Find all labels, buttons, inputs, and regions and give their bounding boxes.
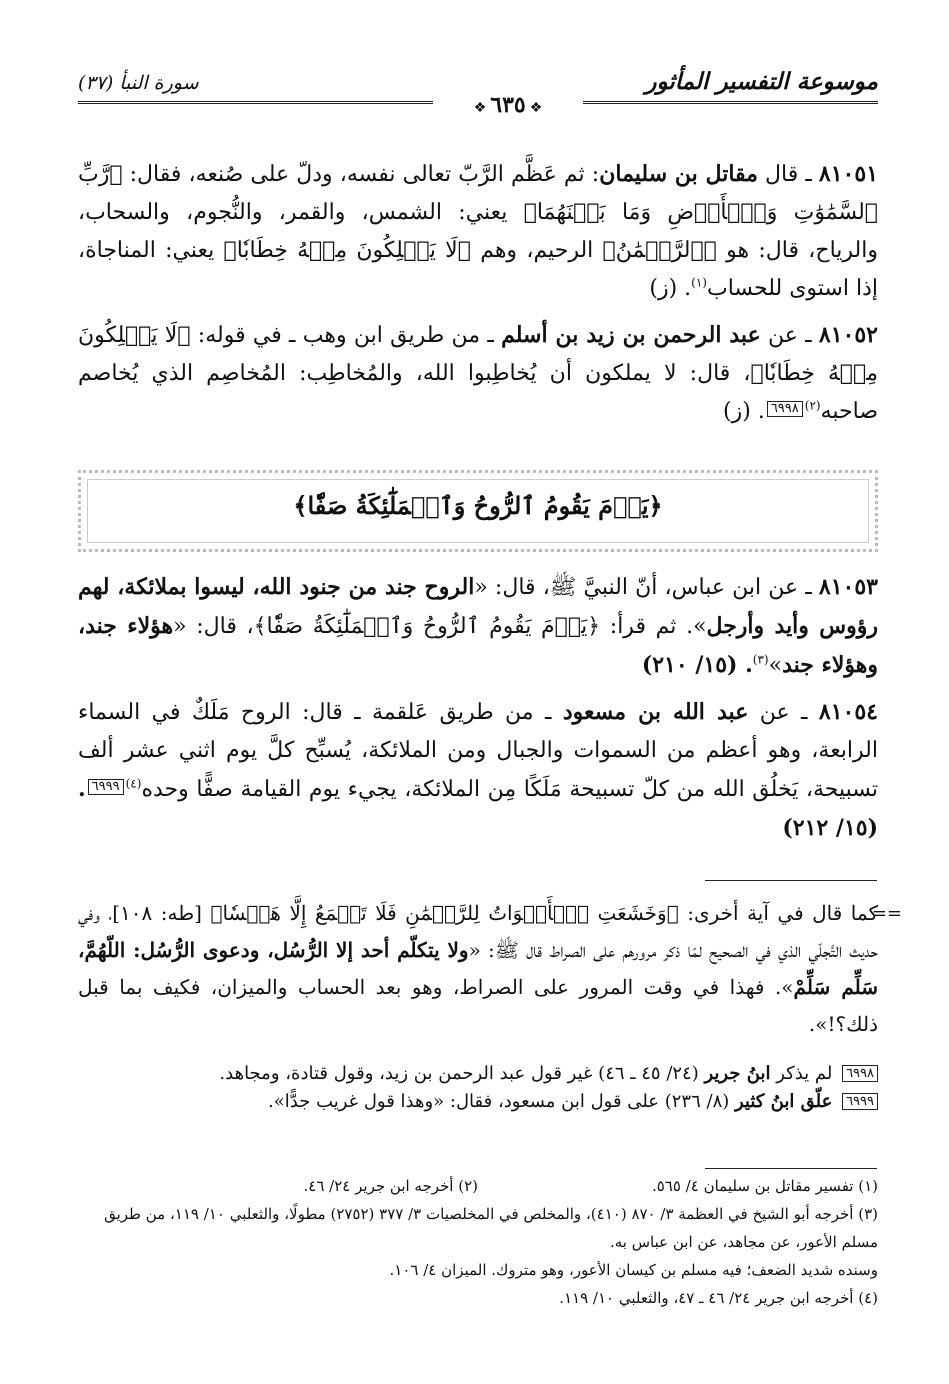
narration-text: . (ز)	[649, 276, 692, 301]
note-id-box[interactable]: ٦٩٩٩	[842, 1093, 878, 1110]
note-text: (٨/ ٢٣٦) على قول ابن مسعود، فقال: «وهذا قول غريب جدًّا».	[268, 1091, 735, 1112]
note-id-box[interactable]: ٦٩٩٨	[842, 1065, 878, 1082]
volume-ref: . (١٥/ ٢١٢)	[78, 776, 878, 841]
narration-text: ـ عن	[760, 323, 819, 348]
narration-text: ـ عن ابن عباس، أنّ النبيَّ ﷺ، قال: «	[474, 575, 819, 600]
narration-number: ٨١٠٥٤	[818, 699, 878, 725]
narration	[78, 316, 878, 431]
note-ref-box[interactable]: ٦٩٩٨	[767, 401, 803, 417]
narration-text: ـ عن	[748, 700, 819, 725]
note-text: (٢٤/ ٤٥ ـ ٤٦) غير قول عبد الرحمن بن زيد، وقول قتادة، ومجاهد.	[219, 1063, 705, 1084]
narration-text: . (ز)	[723, 399, 765, 424]
narration-text: »	[768, 653, 783, 678]
narration-text: : ثم عَظَّم الرَّبّ تعالى نفسه، ودلّ على صُنعه، فقال: ﴿رَّبِّ ٱلسَّمَٰوَٰتِ وَٱلۡأَرۡضِ وَمَا بَيۡنَهُمَا﴾ يعني: الشمس، والقمر، والنُّجوم، والسحاب، والرياح، قال: هو ﴿ٱلرَّحۡمَٰنُ﴾ الرحيم، وهم ﴿لَا يَمۡلِكُونَ مِنۡهُ خِطَابٗا﴾ يعني: المناجاة، إذا استوى للحساب	[78, 162, 878, 301]
narration-text: ». ثم قرأ: ﴿يَوۡمَ يَقُومُ ٱلرُّوحُ وَٱلۡمَلَٰٓئِكَةُ صَفّٗا﴾، قال: «	[173, 614, 707, 639]
editorial-note	[78, 1060, 878, 1088]
ornament-icon: ❖	[473, 100, 487, 116]
narration-number: ٨١٠٥١	[818, 161, 879, 187]
footnote-ref[interactable]: (٢)	[804, 398, 821, 413]
hadith-text: هؤلاء جند، وهؤلاء جند	[78, 613, 878, 678]
narration	[78, 693, 878, 848]
editorial-notes	[78, 1060, 878, 1116]
book-title: موسوعة التفسير المأثور	[645, 68, 878, 95]
narrations-block-1	[78, 155, 878, 431]
volume-ref: . (١٥/ ٢١٠)	[641, 652, 753, 678]
commentary-separator	[705, 880, 877, 881]
narration	[78, 155, 878, 308]
commentary-text: كما قال في آية أخرى: ﴿وَخَشَعَتِ ٱلۡأَصۡوَاتُ لِلرَّحۡمَٰنِ فَلَا تَسۡمَعُ إِلَّا هَمۡسٗا﴾ [طه: ١٠٨]، وفي حديث التَّجلّي الذي في الصحيح لمّا ذكر مرورهم على الصراط قال ﷺ: «	[78, 901, 878, 962]
note-author: ابنُ جرير	[704, 1063, 771, 1084]
editorial-note	[78, 1088, 878, 1116]
narration-text: ـ قال	[757, 162, 819, 187]
footnote-ref[interactable]: (٣)	[752, 652, 769, 667]
verse-banner	[78, 470, 878, 552]
footnote-row	[78, 1172, 878, 1200]
narrator-name: عبد الله بن مسعود	[562, 699, 749, 725]
commentary	[78, 895, 902, 1043]
continuation-mark: ==	[871, 903, 902, 924]
footnote-4: (٤) أخرجه ابن جرير ٢٤/ ٤٦ ـ ٤٧، والثعلبي ١٠/ ١١٩.	[559, 1289, 878, 1307]
narration	[78, 568, 878, 685]
footnotes	[78, 1172, 878, 1312]
footnote-1: (١) تفسير مقاتل بن سليمان ٤/ ٥٦٥.	[651, 1177, 878, 1195]
narrator-name: مقاتل بن سليمان	[599, 161, 758, 187]
narration-text: ـ من طريق ابن وهب ـ في قوله: ﴿لَا يَمۡلِكُونَ مِنۡهُ خِطَابٗا﴾، قال: لا يملكون أن يُخاطِبوا الله، والمُخاطِب: المُخاصِم الذي يُخاصم صاحبه	[78, 323, 878, 424]
narration-number: ٨١٠٥٢	[818, 322, 878, 348]
ornament-icon: ❖	[529, 100, 543, 116]
narration-text: ـ من طريق عَلقمة ـ قال: الروح مَلَكٌ في السماء الرابعة، وهو أعظم من السموات والجبال ومن الملائكة، يُسبِّح كلَّ يوم اثني عشر ألف تسبيحة، يَخلُق الله من كلّ تسبيحة مَلَكًا مِن الملائكة، يجيء يوم القيامة صفًّا وحده	[78, 700, 878, 802]
narrations-block-2	[78, 568, 878, 848]
footnote-ref[interactable]: (٤)	[125, 776, 142, 791]
footnote-ref[interactable]: (١)	[691, 275, 707, 290]
footnotes-separator	[705, 1168, 877, 1169]
footnote-3-grading: وسنده شديد الضعف؛ فيه مسلم بن كيسان الأعور، وهو متروك. الميزان ٤/ ١٠٦.	[389, 1261, 878, 1279]
page-header	[78, 68, 878, 128]
footnote-3: (٣) أخرجه أبو الشيخ في العظمة ٣/ ٨٧٠ (٤١٠)، والمخلص في المخلصيات ٣/ ٣٧٧ (٢٧٥٢) مطولًا، والثعلبي ١٠/ ١١٩، من طريق مسلم الأعور، عن مجاهد، عن ابن عباس به.	[104, 1205, 878, 1251]
narrator-name: عبد الرحمن بن زيد بن أسلم	[501, 322, 761, 348]
commentary-text: ». فهذا في وقت المرور على الصراط، وهو بعد الحساب والميزان، فكيف بما قبل ذلك؟!».	[78, 975, 878, 1036]
note-text	[832, 1091, 838, 1112]
note-author: علّق ابنُ كثير	[735, 1091, 833, 1112]
page-number: ٦٣٥	[490, 92, 526, 118]
note-text: لم يذكر	[770, 1063, 839, 1084]
hadith-text: الروح جند من جنود الله، ليسوا بملائكة، لهم رؤوس وأيد وأرجل	[78, 574, 878, 639]
narration-number: ٨١٠٥٣	[818, 574, 878, 600]
note-ref-box[interactable]: ٦٩٩٩	[88, 779, 124, 795]
surah-label: سورة النبأ (٣٧)	[78, 72, 199, 94]
hadith-text: ولا يتكلّم أحد إلا الرُّسُل، ودعوى الرُّسُل: اللّهُمَّ، سَلِّم سَلِّمْ	[78, 938, 879, 999]
footnote-2: (٢) أخرجه ابن جرير ٢٤/ ٤٦.	[303, 1177, 478, 1195]
page-number-box	[433, 92, 583, 118]
verse-text: ﴿يَوۡمَ يَقُومُ ٱلرُّوحُ وَٱلۡمَلَٰٓئِكَةُ صَفّٗا﴾	[293, 491, 663, 520]
